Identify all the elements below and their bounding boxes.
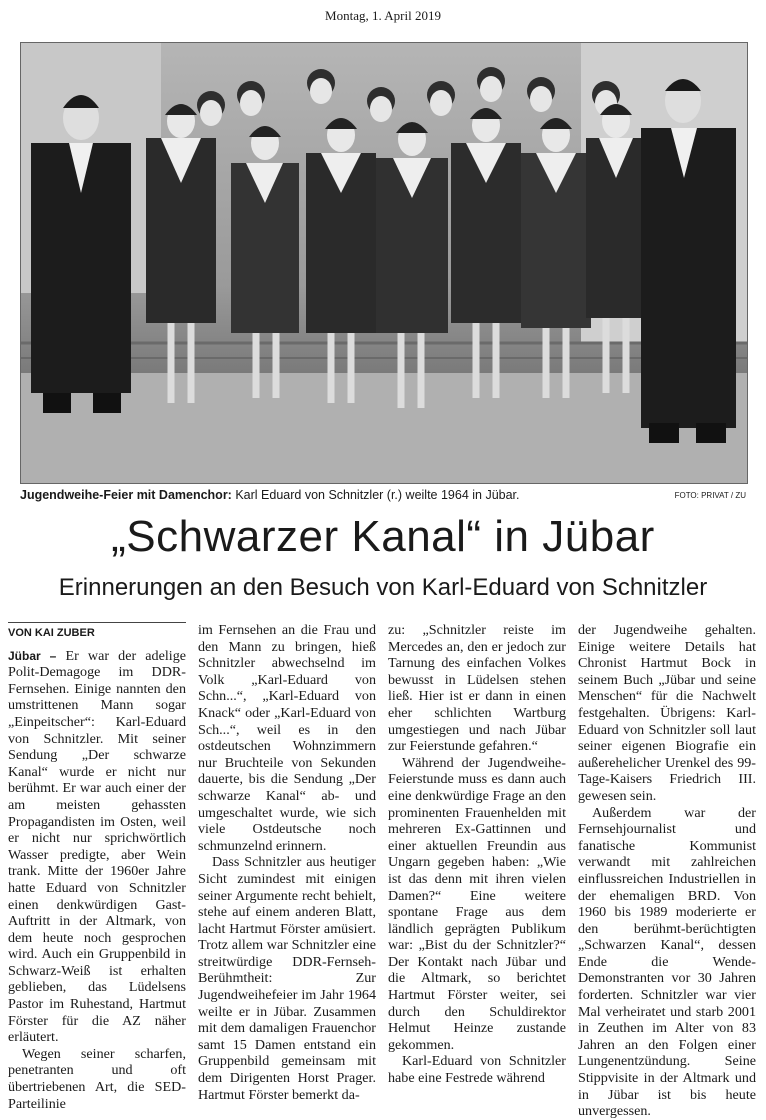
column-4 [578,622,756,1120]
photo-caption [20,488,746,502]
paragraph: Außerdem war der Fernsehjournalist und fanatische Kommunist verwandt mit zahlreichen einflussreichen Industriellen in der ehemaligen BRD. Von 1960 bis 1989 moderierte er den berühmt-berüchtigten „Schwarzen Kanal“, dessen Ende die Wende-Demonstranten vor 30 Jahren forderten. Schnitzler war vier Mal verheiratet und starb 2001 in Zeuthen im Alter von 83 Jahren an den Folgen einer Lungenentzündung. Seine Stippvisite in der Altmark und in Jübar ist bis heute unvergessen. [578,804,756,1120]
group-photo-image [21,43,747,483]
subheadline: Erinnerungen an den Besuch von Karl-Eduard von Schnitzler [58,574,708,601]
paragraph [8,648,186,1046]
paragraph: zu: „Schnitzler reiste im Mercedes an, den er jedoch zur Tarnung des einfachen Volkes bewusst in Lüdelsen stehen ließ. Hier ist er dann in einen eher schlichten Wartburg umgestiegen und nach Jübar zur Feierstunde gefahren.“ [388,622,566,755]
headline: „Schwarzer Kanal“ in Jübar [111,512,655,561]
dateline: Jübar – [8,648,57,663]
paragraph-text: Er war der adelige Polit-Demagoge im DDR-Fernsehen. Einige nannten den umstrittenen Mann sogar „Einpeitscher“: Karl-Eduard von Schnitzler. Mit seiner Sendung „Der schwarze Kanal“ wurde er nicht nur berühmt. Er war auch einer der am meisten gehassten Propagandisten im Osten, weil er nicht nur sprichwörtlich Wasser predigte, aber Wein trank. Mitte der 1960er Jahre hatte Eduard von Schnitzler einen denkwürdigen Gast-Auftritt in der Altmark, von dem heute noch gesprochen wird. Auch ein Gruppenbild in Schwarz-Weiß ist erhalten geblieben, das Lüdelsens Pastor im Ruhestand, Hartmut Förster für die AZ näher erläutert. [8,647,186,1046]
caption-text: Karl Eduard von Schnitzler (r.) weilte 1964 in Jübar. [231,488,520,502]
byline: VON KAI ZUBER [8,622,186,642]
paragraph: Wegen seiner scharfen, penetranten und oft übertriebenen Art, die SED-Parteilinie [8,1045,186,1112]
group-photo [20,42,748,484]
photo-credit: FOTO: PRIVAT / ZU [674,491,746,500]
issue-date: Montag, 1. April 2019 [325,8,441,23]
paragraph: im Fernsehen an die Frau und den Mann zu bringen, hieß Schnitzler abwechselnd im Volk „Karl-Eduard von Schn...“, „Karl-Eduard von Knack“ oder „Karl-Eduard von Sch...“, weil es in den ostdeutschen Wohnzimmern nur Bruchteile von Sekunden dauerte, bis die Sendung „Der schwarze Kanal“ ab- und umgeschaltet wurde, wie sich viele Ostdeutsche noch schmunzelnd erinnern. [198,622,376,854]
article-body [8,622,760,1120]
paragraph: Karl-Eduard von Schnitzler habe eine Festrede während [388,1053,566,1087]
column-2 [198,622,376,1103]
paragraph: Dass Schnitzler aus heutiger Sicht zumindest mit einigen seiner Argumente recht behielt, stehe auf einem anderen Blatt, lacht Hartmut Förster amüsiert. Trotz allem war Schnitzler eine streitwürdige DDR-Fernseh-Berühmtheit: Zur Jugendweihefeier im Jahr 1964 weilte er in Jübar. Zusammen mit dem damaligen Frauenchor samt 15 Damen entstand ein Gruppenbild gemeinsam mit dem Dirigenten Horst Prager. Hartmut Förster bemerkt da- [198,854,376,1103]
column-3 [388,622,566,1087]
caption-lead: Jugendweihe-Feier mit Damenchor: [20,488,232,502]
column-1 [8,622,186,1112]
paragraph: Während der Jugendweihe-Feierstunde muss es dann auch eine denkwürdige Frage an den prominenten Frauenhelden mit mehreren Ex-Gattinnen und einer aktuellen Freundin aus Ungarn gegeben haben: „Wie ist das denn mit ihren vielen Damen?“ Eine weitere spontane Frage aus dem ländlich geprägten Publikum war: „Bist du der Schnitzler?“ Der Kontakt nach Jübar und die Altmark, so berichtet Hartmut Förster weiter, sei durch den Schuldirektor Helmut Heinze zustande gekommen. [388,754,566,1053]
paragraph: der Jugendweihe gehalten. Einige weitere Details hat Chronist Hartmut Bock in seinem Buch „Jübar und seine Menschen“ für die Nachwelt festgehalten. Übrigens: Karl-Eduard von Schnitzler soll laut seiner eigenen Biografie ein außerehelicher Urenkel des 99-Tage-Kaisers Friedrich III. gewesen sein. [578,622,756,804]
